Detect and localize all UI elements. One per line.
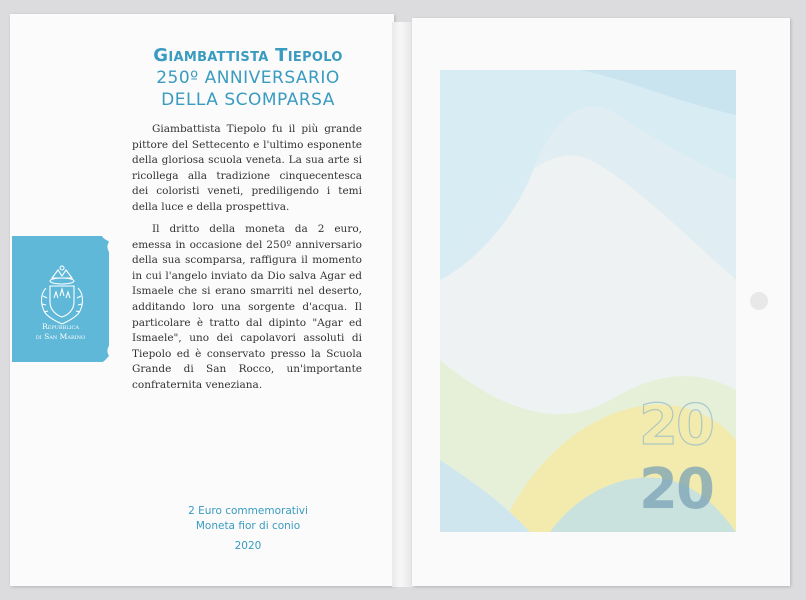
emblem-caption [12,322,109,342]
paragraph-biography: Giambattista Tiepolo fu il più grande pittore del Settecento e l'ultimo esponente della gloriosa scuola veneta. La sua arte si ricollega alla tradizione cinquecentesca dei coloristi veneti, prediligendo i temi della luce e della prospettiva. [132,123,362,213]
title-name: Giambattista Tiepolo [153,45,343,66]
title-anniversary: 250º ANNIVERSARIO [156,68,340,88]
footer-commemorative: 2 Euro commemorativi [188,505,308,517]
san-marino-coat-of-arms-icon [12,236,109,362]
booklet-spine [392,22,414,587]
footer-year: 2020 [234,540,262,552]
cover-year-outline: 20 [639,393,713,458]
title-subtitle: DELLA SCOMPARSA [161,90,335,110]
card-hole [750,292,768,310]
emblem-caption-line2: di San Marino [35,332,86,341]
footer-coin-quality: Moneta fior di conio [195,520,301,532]
emblem-caption-line1: Repubblica [42,322,79,331]
booklet-right-page [412,18,790,586]
san-marino-emblem [12,236,109,362]
paragraph-coin-description: Il dritto della moneta da 2 euro, emessa in occasione del 250º anniversario della sua scomparsa, raffigura il momento in cui l'angelo inviato da Dio salva Agar ed Ismaele che si erano smarriti nel deserto, additando loro una sorgente d'acqua. Il particolare è tratto dal dipinto "Agar ed Ismaele", uno dei capolavori assoluti di Tiepolo ed è conservato presso la Scuola Grande di San Rocco, un'importante confraternita veneziana. [132,223,362,391]
cover-year-solid: 20 [639,457,713,522]
